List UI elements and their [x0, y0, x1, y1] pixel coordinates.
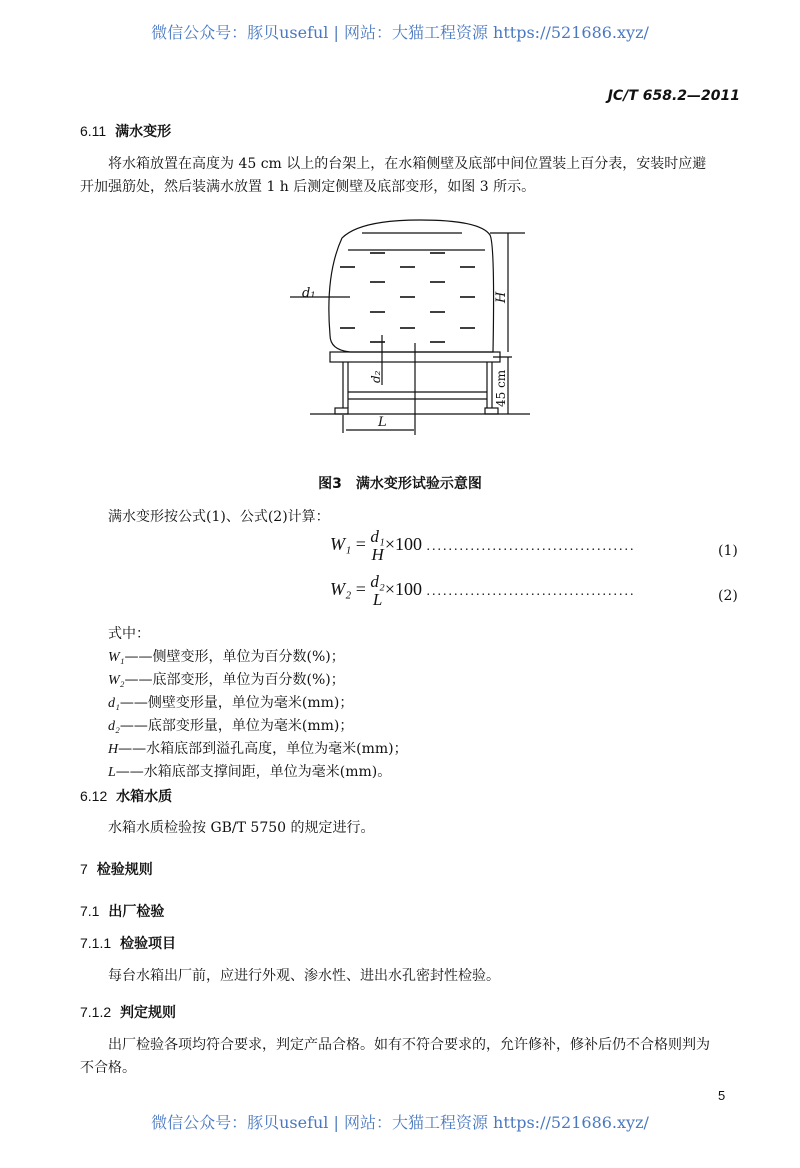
paragraph: 将水箱放置在高度为 45 cm 以上的台架上，在水箱侧壁及底部中间位置装上百分表，安装时应避: [108, 156, 707, 172]
definition: W₁——侧壁变形，单位为百分数(%)；: [108, 649, 345, 665]
standard-code: JC/T 658.2—2011: [607, 88, 740, 104]
definition: L——水箱底部支撑间距，单位为毫米(mm)。: [108, 764, 392, 780]
section-7-1-2-heading: 7.1.2 判定规则: [80, 1004, 177, 1021]
watermark-top: 微信公众号：豚贝useful | 网站：大猫工程资源 https://521686.xyz/: [151, 23, 649, 42]
section-6-11-heading: 6.11 满水变形: [80, 123, 172, 140]
paragraph: 每台水箱出厂前，应进行外观、渗水性、进出水孔密封性检验。: [108, 968, 500, 984]
label-d2: d₂: [369, 370, 383, 383]
label-L: L: [378, 415, 387, 430]
paragraph: 水箱水质检验按 GB/T 5750 的规定进行。: [108, 820, 375, 836]
formula-intro: 满水变形按公式(1)、公式(2)计算：: [108, 509, 330, 525]
figure-3-diagram: [290, 215, 530, 445]
paragraph: 不合格。: [80, 1060, 136, 1076]
definition: W₂——底部变形，单位为百分数(%)；: [108, 672, 345, 688]
where-label: 式中：: [108, 626, 150, 642]
paragraph: 开加强筋处，然后装满水放置 1 h 后测定侧壁及底部变形，如图 3 所示。: [80, 179, 536, 195]
formula-2-number: (2): [718, 588, 738, 604]
label-d1: d₁: [302, 286, 316, 301]
section-7-heading: 7 检验规则: [80, 861, 153, 878]
label-45cm: 45 cm: [494, 369, 508, 407]
watermark-bottom: 微信公众号：豚贝useful | 网站：大猫工程资源 https://521686.xyz/: [151, 1113, 649, 1132]
formula-1-number: (1): [718, 543, 738, 559]
figure-caption: 图3 满水变形试验示意图: [318, 476, 482, 492]
definition: d₁——侧壁变形量，单位为毫米(mm)；: [108, 695, 354, 711]
formula-1: W₁ = d₁ H ×100 ......................................: [330, 527, 636, 564]
section-6-12-heading: 6.12 水箱水质: [80, 788, 173, 805]
section-7-1-1-heading: 7.1.1 检验项目: [80, 935, 177, 952]
page-number: 5: [718, 1088, 726, 1103]
section-7-1-heading: 7.1 出厂检验: [80, 903, 165, 920]
formula-2: W₂ = d₂ L ×100 ......................................: [330, 572, 636, 609]
paragraph: 出厂检验各项均符合要求，判定产品合格。如有不符合要求的，允许修补，修补后仍不合格则判为: [108, 1037, 710, 1053]
label-H: H: [494, 291, 509, 303]
definition: H——水箱底部到溢孔高度，单位为毫米(mm)；: [108, 741, 408, 757]
definition: d₂——底部变形量，单位为毫米(mm)；: [108, 718, 354, 734]
